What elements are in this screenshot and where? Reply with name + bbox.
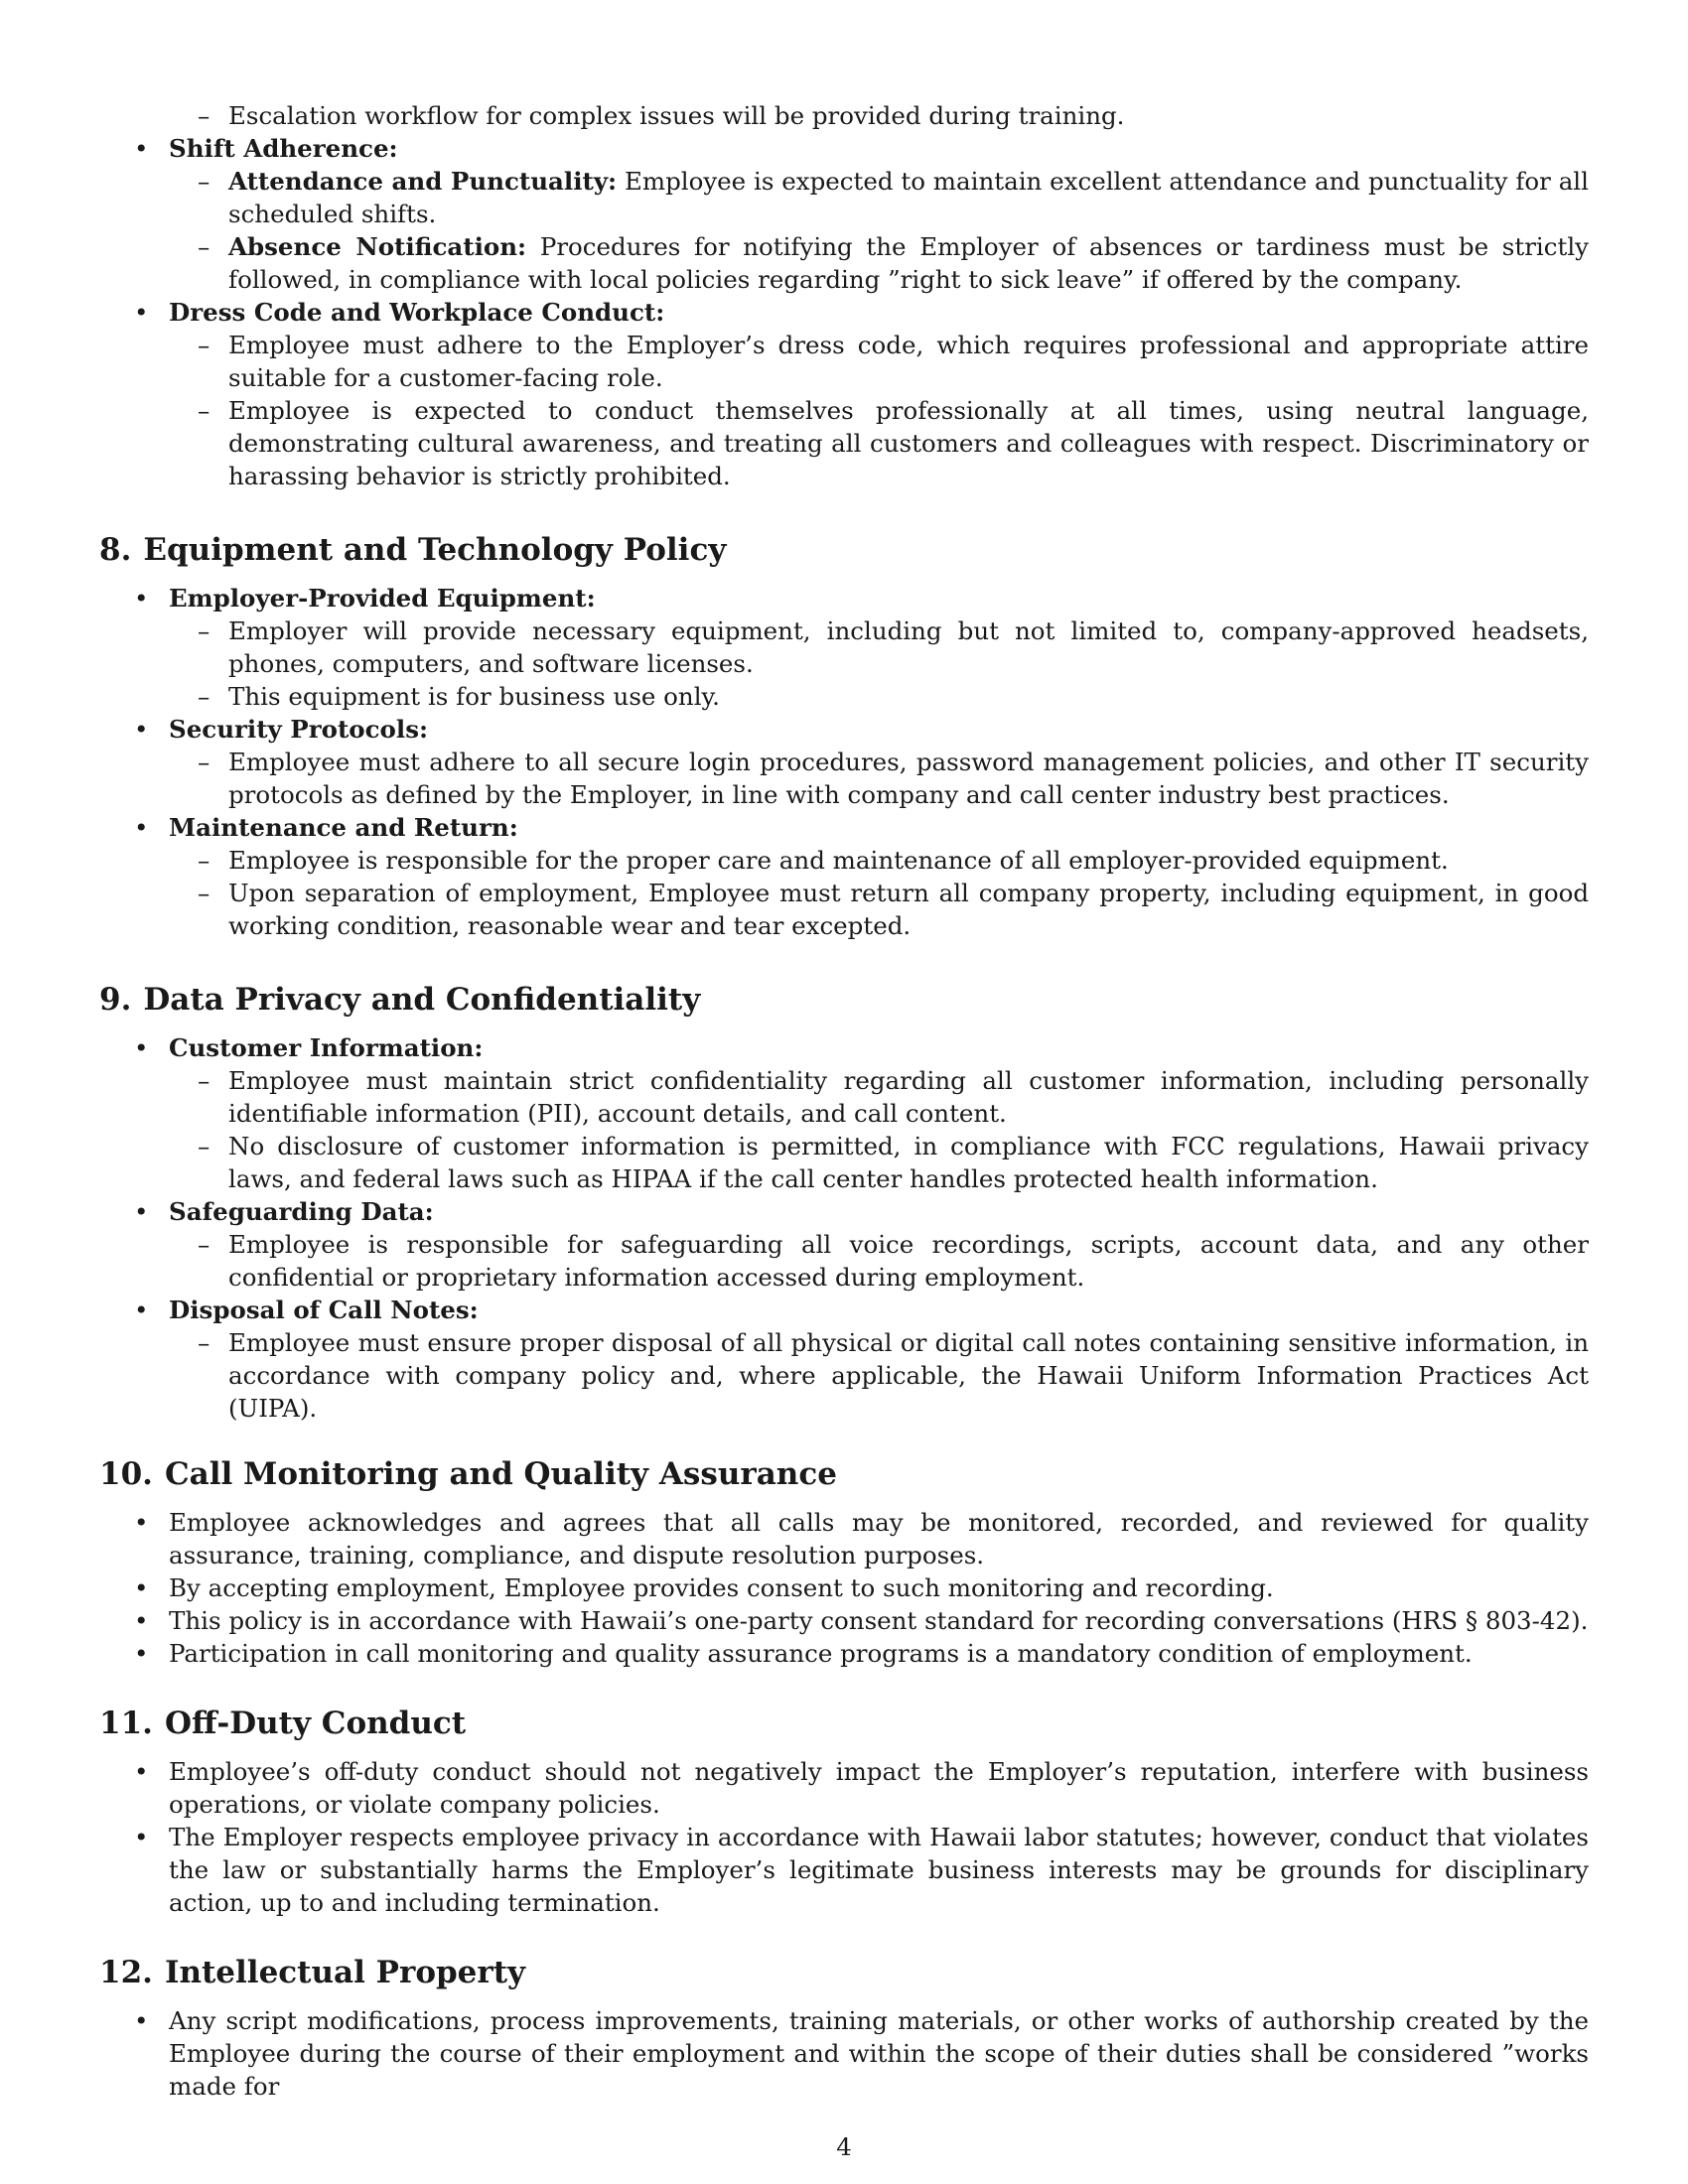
- list-item: – Employee must adhere to all secure login procedures, password management policies, and other IT security protocols as defined by the Employer, in line with company and call center industry best practices.: [99, 746, 1589, 811]
- list-item: – This equipment is for business use only.: [99, 680, 1589, 713]
- list-item: – Absence Notification: Procedures for notifying the Employer of absences or tardiness must be strictly followed, in compliance with local policies regarding ”right to sick leave” if offered by the company.: [99, 230, 1589, 296]
- list-item: • Security Protocols:: [99, 713, 1589, 746]
- item-heading: Shift Adherence:: [169, 134, 398, 163]
- list-item: • Employee acknowledges and agrees that all calls may be monitored, recorded, and reviewed for quality assurance, training, compliance, and dispute resolution purposes.: [99, 1506, 1589, 1571]
- list-item: – Employer will provide necessary equipment, including but not limited to, company-approved headsets, phones, computers, and software licenses.: [99, 614, 1589, 680]
- list-item: • This policy is in accordance with Hawaii’s one-party consent standard for recording conversations (HRS § 803-42).: [99, 1604, 1589, 1637]
- list-item: • Employee’s off-duty conduct should not negatively impact the Employer’s reputation, interfere with business operations, or violate company policies.: [99, 1755, 1589, 1821]
- list-item: – Employee must adhere to the Employer’s dress code, which requires professional and appropriate attire suitable for a customer-facing role.: [99, 329, 1589, 394]
- list-item: – Upon separation of employment, Employee must return all company property, including equipment, in good working condition, reasonable wear and tear excepted.: [99, 877, 1589, 942]
- list-item: – Employee must maintain strict confidentiality regarding all customer information, including personally identifiable information (PII), account details, and call content.: [99, 1064, 1589, 1130]
- list-item: [99, 132, 1589, 165]
- list-item: • Customer Information:: [99, 1031, 1589, 1064]
- section-heading-10: 10. Call Monitoring and Quality Assurance: [99, 1456, 837, 1492]
- list-item: [99, 296, 1589, 329]
- list-item: • Safeguarding Data:: [99, 1195, 1589, 1228]
- list-item: • Any script modifications, process improvements, training materials, or other works of authorship created by the Employee during the course of their employment and within the scope of their duties shall be considered ”works made for: [99, 2004, 1589, 2103]
- shift-sublist: [99, 165, 1589, 296]
- section-heading-12: 12. Intellectual Property: [99, 1955, 526, 1990]
- list-item: – Escalation workflow for complex issues will be provided during training.: [99, 99, 1589, 132]
- list-item: – Employee is expected to conduct themselves professionally at all times, using neutral language, demonstrating cultural awareness, and treating all customers and colleagues with respect. Discriminatory or harassing behavior is strictly prohibited.: [99, 394, 1589, 492]
- list-item: – No disclosure of customer information is permitted, in compliance with FCC regulations, Hawaii privacy laws, and federal laws such as HIPAA if the call center handles protected health information.: [99, 1130, 1589, 1195]
- item-heading: Dress Code and Workplace Conduct:: [169, 298, 665, 327]
- section-heading-9: 9. Data Privacy and Confidentiality: [99, 982, 701, 1018]
- list-item: • By accepting employment, Employee provides consent to such monitoring and recording.: [99, 1571, 1589, 1604]
- list-item: – Attendance and Punctuality: Employee is expected to maintain excellent attendance and punctuality for all scheduled shifts.: [99, 165, 1589, 230]
- list-item: • Maintenance and Return:: [99, 811, 1589, 844]
- section-heading-11: 11. Off-Duty Conduct: [99, 1706, 467, 1741]
- list-item: • Participation in call monitoring and quality assurance programs is a mandatory condition of employment.: [99, 1637, 1589, 1670]
- list-item: – Employee must ensure proper disposal of all physical or digital call notes containing sensitive information, in accordance with company policy and, where applicable, the Hawaii Uniform Information Practices Act (UIPA).: [99, 1326, 1589, 1425]
- list-item: • Employer-Provided Equipment:: [99, 582, 1589, 614]
- dress-list: [99, 296, 1589, 329]
- escalation-list: [99, 99, 1589, 132]
- conduct-list: [99, 132, 1589, 165]
- document-page: [99, 99, 1589, 2103]
- section-heading-8: 8. Equipment and Technology Policy: [99, 532, 727, 568]
- list-item: – Employee is responsible for the proper care and maintenance of all employer-provided equipment.: [99, 844, 1589, 877]
- dress-sublist: [99, 329, 1589, 492]
- page-number: 4: [836, 2132, 852, 2161]
- list-item: • The Employer respects employee privacy in accordance with Hawaii labor statutes; however, conduct that violates the law or substantially harms the Employer’s legitimate business interests may be grounds for disciplinary action, up to and including termination.: [99, 1821, 1589, 1919]
- list-item: • Disposal of Call Notes:: [99, 1294, 1589, 1326]
- list-item: – Employee is responsible for safeguarding all voice recordings, scripts, account data, and any other confidential or proprietary information accessed during employment.: [99, 1228, 1589, 1294]
